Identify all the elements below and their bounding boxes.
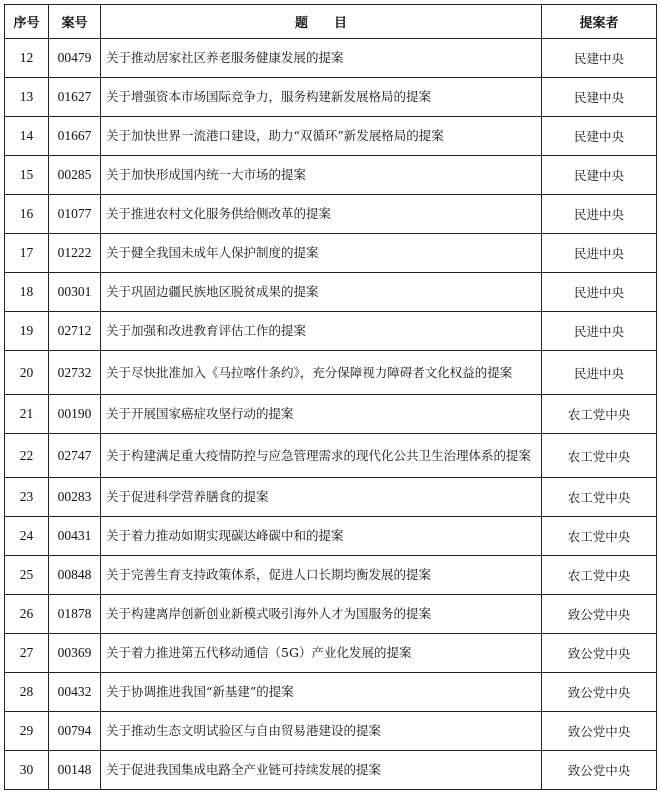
cell-case: 00190 <box>49 395 101 434</box>
cell-title: 关于开展国家癌症攻坚行动的提案 <box>101 395 542 434</box>
cell-no: 23 <box>5 478 49 517</box>
table-row <box>5 156 657 195</box>
cell-proposer: 农工党中央 <box>542 434 657 478</box>
cell-title: 关于完善生育支持政策体系，促进人口长期均衡发展的提案 <box>101 556 542 595</box>
cell-title: 关于促进我国集成电路全产业链可持续发展的提案 <box>101 751 542 790</box>
cell-proposer: 农工党中央 <box>542 478 657 517</box>
cell-case: 00148 <box>49 751 101 790</box>
table-row <box>5 117 657 156</box>
table-row <box>5 517 657 556</box>
cell-no: 29 <box>5 712 49 751</box>
cell-title: 关于加快形成国内统一大市场的提案 <box>101 156 542 195</box>
cell-proposer: 民建中央 <box>542 117 657 156</box>
cell-title: 关于着力推动如期实现碳达峰碳中和的提案 <box>101 517 542 556</box>
table-row <box>5 751 657 790</box>
proposals-table <box>4 4 657 790</box>
cell-proposer: 民进中央 <box>542 351 657 395</box>
cell-case: 00432 <box>49 673 101 712</box>
cell-case: 02732 <box>49 351 101 395</box>
table-row <box>5 195 657 234</box>
cell-proposer: 民建中央 <box>542 39 657 78</box>
cell-proposer: 致公党中央 <box>542 634 657 673</box>
cell-title: 关于尽快批准加入《马拉喀什条约》，充分保障视力障碍者文化权益的提案 <box>101 351 542 395</box>
cell-case: 00479 <box>49 39 101 78</box>
cell-no: 14 <box>5 117 49 156</box>
cell-title: 关于健全我国未成年人保护制度的提案 <box>101 234 542 273</box>
cell-no: 16 <box>5 195 49 234</box>
cell-no: 25 <box>5 556 49 595</box>
cell-case: 00301 <box>49 273 101 312</box>
cell-proposer: 致公党中央 <box>542 595 657 634</box>
table-row <box>5 39 657 78</box>
header-row <box>5 5 657 39</box>
cell-no: 19 <box>5 312 49 351</box>
table-row <box>5 312 657 351</box>
cell-proposer: 民进中央 <box>542 195 657 234</box>
cell-title: 关于构建离岸创新创业新模式吸引海外人才为国服务的提案 <box>101 595 542 634</box>
cell-no: 12 <box>5 39 49 78</box>
cell-no: 30 <box>5 751 49 790</box>
cell-no: 26 <box>5 595 49 634</box>
table-row <box>5 478 657 517</box>
cell-proposer: 致公党中央 <box>542 712 657 751</box>
cell-proposer: 民建中央 <box>542 78 657 117</box>
cell-no: 22 <box>5 434 49 478</box>
cell-no: 24 <box>5 517 49 556</box>
cell-title: 关于巩固边疆民族地区脱贫成果的提案 <box>101 273 542 312</box>
table-row <box>5 434 657 478</box>
cell-no: 28 <box>5 673 49 712</box>
cell-proposer: 致公党中央 <box>542 751 657 790</box>
cell-no: 18 <box>5 273 49 312</box>
cell-case: 00848 <box>49 556 101 595</box>
table-row <box>5 351 657 395</box>
cell-case: 00283 <box>49 478 101 517</box>
cell-no: 20 <box>5 351 49 395</box>
table-row <box>5 595 657 634</box>
table-row <box>5 273 657 312</box>
cell-title: 关于着力推进第五代移动通信（5G）产业化发展的提案 <box>101 634 542 673</box>
table-row <box>5 634 657 673</box>
cell-no: 27 <box>5 634 49 673</box>
cell-title: 关于增强资本市场国际竞争力，服务构建新发展格局的提案 <box>101 78 542 117</box>
cell-no: 17 <box>5 234 49 273</box>
cell-proposer: 农工党中央 <box>542 517 657 556</box>
cell-case: 02712 <box>49 312 101 351</box>
header-no: 序号 <box>5 5 49 39</box>
cell-no: 21 <box>5 395 49 434</box>
cell-proposer: 农工党中央 <box>542 395 657 434</box>
cell-proposer: 民进中央 <box>542 234 657 273</box>
header-proposer: 提案者 <box>542 5 657 39</box>
table-row <box>5 673 657 712</box>
cell-title: 关于加快世界一流港口建设，助力“双循环”新发展格局的提案 <box>101 117 542 156</box>
cell-title: 关于协调推进我国“新基建”的提案 <box>101 673 542 712</box>
table-row <box>5 556 657 595</box>
cell-proposer: 致公党中央 <box>542 673 657 712</box>
cell-title: 关于推动生态文明试验区与自由贸易港建设的提案 <box>101 712 542 751</box>
cell-title: 关于构建满足重大疫情防控与应急管理需求的现代化公共卫生治理体系的提案 <box>101 434 542 478</box>
cell-case: 00431 <box>49 517 101 556</box>
header-case: 案号 <box>49 5 101 39</box>
cell-case: 00369 <box>49 634 101 673</box>
cell-no: 15 <box>5 156 49 195</box>
header-title <box>101 5 542 39</box>
cell-title: 关于促进科学营养膳食的提案 <box>101 478 542 517</box>
table-row <box>5 395 657 434</box>
header-title-text: 题 目 <box>294 16 347 31</box>
cell-case: 01222 <box>49 234 101 273</box>
cell-case: 00794 <box>49 712 101 751</box>
cell-title: 关于推进农村文化服务供给侧改革的提案 <box>101 195 542 234</box>
table-row <box>5 78 657 117</box>
cell-proposer: 民建中央 <box>542 156 657 195</box>
cell-case: 01077 <box>49 195 101 234</box>
cell-title: 关于加强和改进教育评估工作的提案 <box>101 312 542 351</box>
table-row <box>5 234 657 273</box>
cell-case: 01627 <box>49 78 101 117</box>
cell-title: 关于推动居家社区养老服务健康发展的提案 <box>101 39 542 78</box>
cell-no: 13 <box>5 78 49 117</box>
cell-proposer: 民进中央 <box>542 273 657 312</box>
cell-case: 01667 <box>49 117 101 156</box>
table-row <box>5 712 657 751</box>
table-header <box>5 5 657 39</box>
cell-proposer: 农工党中央 <box>542 556 657 595</box>
cell-proposer: 民进中央 <box>542 312 657 351</box>
cell-case: 01878 <box>49 595 101 634</box>
cell-case: 00285 <box>49 156 101 195</box>
table-body <box>5 39 657 790</box>
cell-case: 02747 <box>49 434 101 478</box>
